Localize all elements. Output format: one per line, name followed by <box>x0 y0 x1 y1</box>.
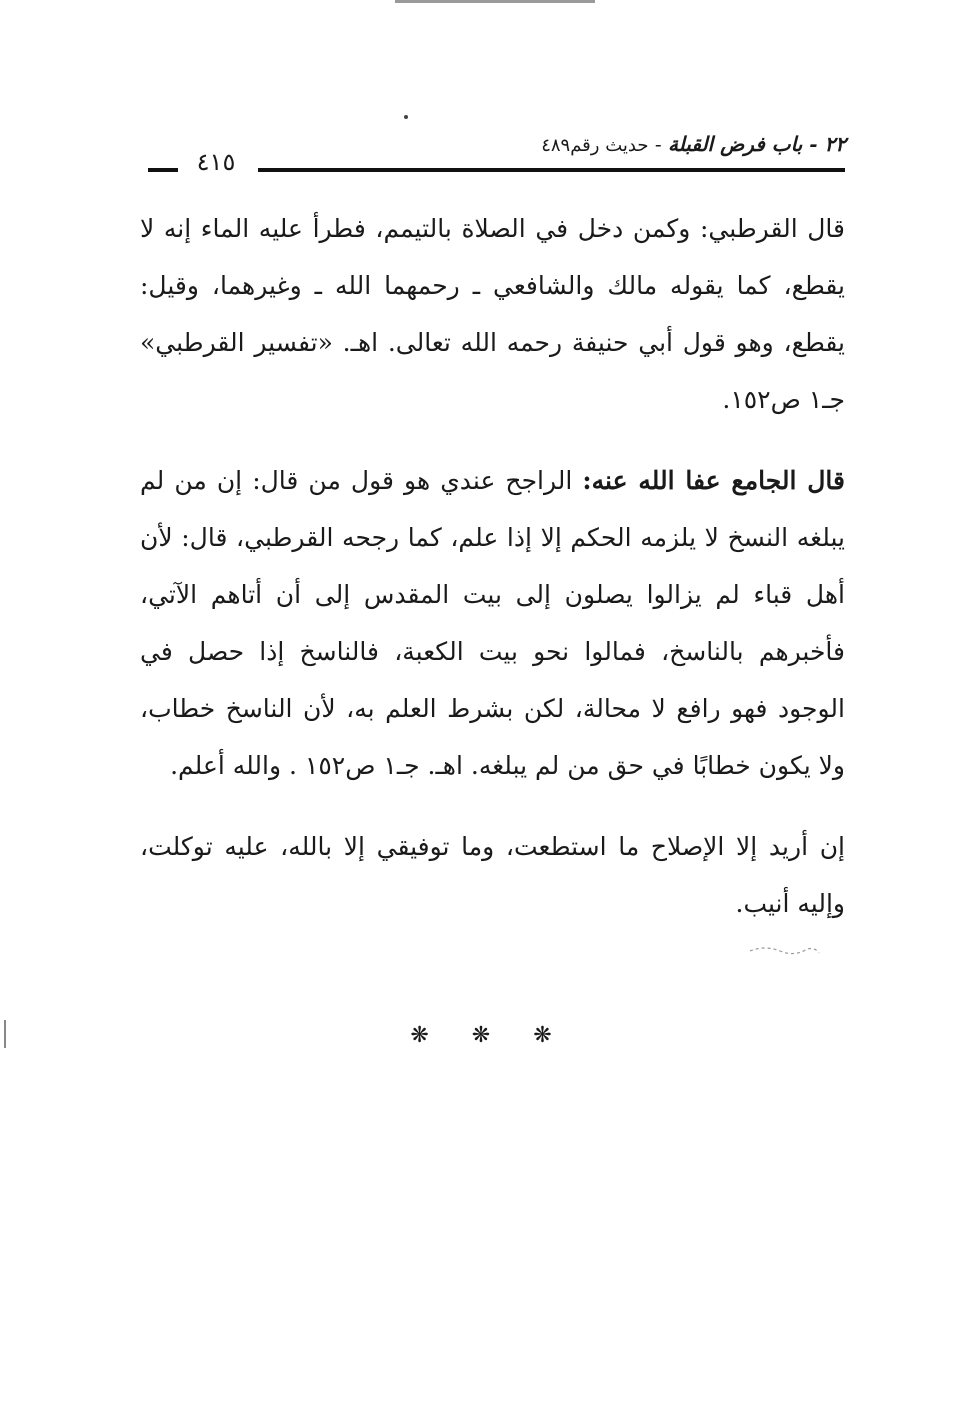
scan-artifact-dot <box>404 115 408 119</box>
body-text <box>140 200 845 932</box>
paragraph-speaker: قال الجامع عفا الله عنه: <box>582 466 845 495</box>
scan-artifact-mark <box>4 1020 6 1048</box>
header-separator: - <box>648 132 668 156</box>
paragraph-closing-supplication <box>140 818 845 932</box>
paragraph-compiler-opinion <box>140 452 845 794</box>
scan-artifact-line <box>395 0 595 3</box>
paragraph-text: إن أريد إلا الإصلاح ما استطعت، وما توفيقي إلا بالله، عليه توكلت، وإليه أنيب. <box>140 832 845 918</box>
section-separator: ❋ ❋ ❋ <box>410 1023 570 1048</box>
paragraph-text: الراجح عندي هو قول من قال: إن من لم يبلغه النسخ لا يلزمه الحكم إلا إذا علم، كما رجحه القرطبي، قال: لأن أهل قباء لم يزالوا يصلون إلى بيت المقدس إلى أن أتاهم الآتي، فأخبرهم بالناسخ، فمالوا نحو بيت الكعبة، فالناسخ إذا حصل في الوجود فهو رافع لا محالة، لكن بشرط العلم به، لأن الناسخ خطاب، ولا يكون خطابًا في حق من لم يبلغه. اهـ. جـ١ ص١٥٢ . والله أعلم. <box>140 466 845 780</box>
page-number-dash <box>148 168 178 172</box>
hadith-number: حديث رقم٤٨٩ <box>541 135 649 156</box>
header-rule <box>258 168 845 172</box>
running-header <box>500 128 846 160</box>
page-number: ٤١٥ <box>196 148 236 176</box>
paragraph-qurtubi-quote <box>140 200 845 428</box>
paragraph-text: قال القرطبي: وكمن دخل في الصلاة بالتيمم، فطرأ عليه الماء إنه لا يقطع، كما يقوله مالك والشافعي ـ رحمهما الله ـ وغيرهما، وقيل: يقطع، وهو قول أبي حنيفة رحمه الله تعالى. اهـ. «تفسير القرطبي» جـ١ ص١٥٢. <box>140 214 845 414</box>
chapter-title: ٢٢ - باب فرض القبلة <box>667 132 846 156</box>
pen-mark-icon <box>745 935 825 965</box>
